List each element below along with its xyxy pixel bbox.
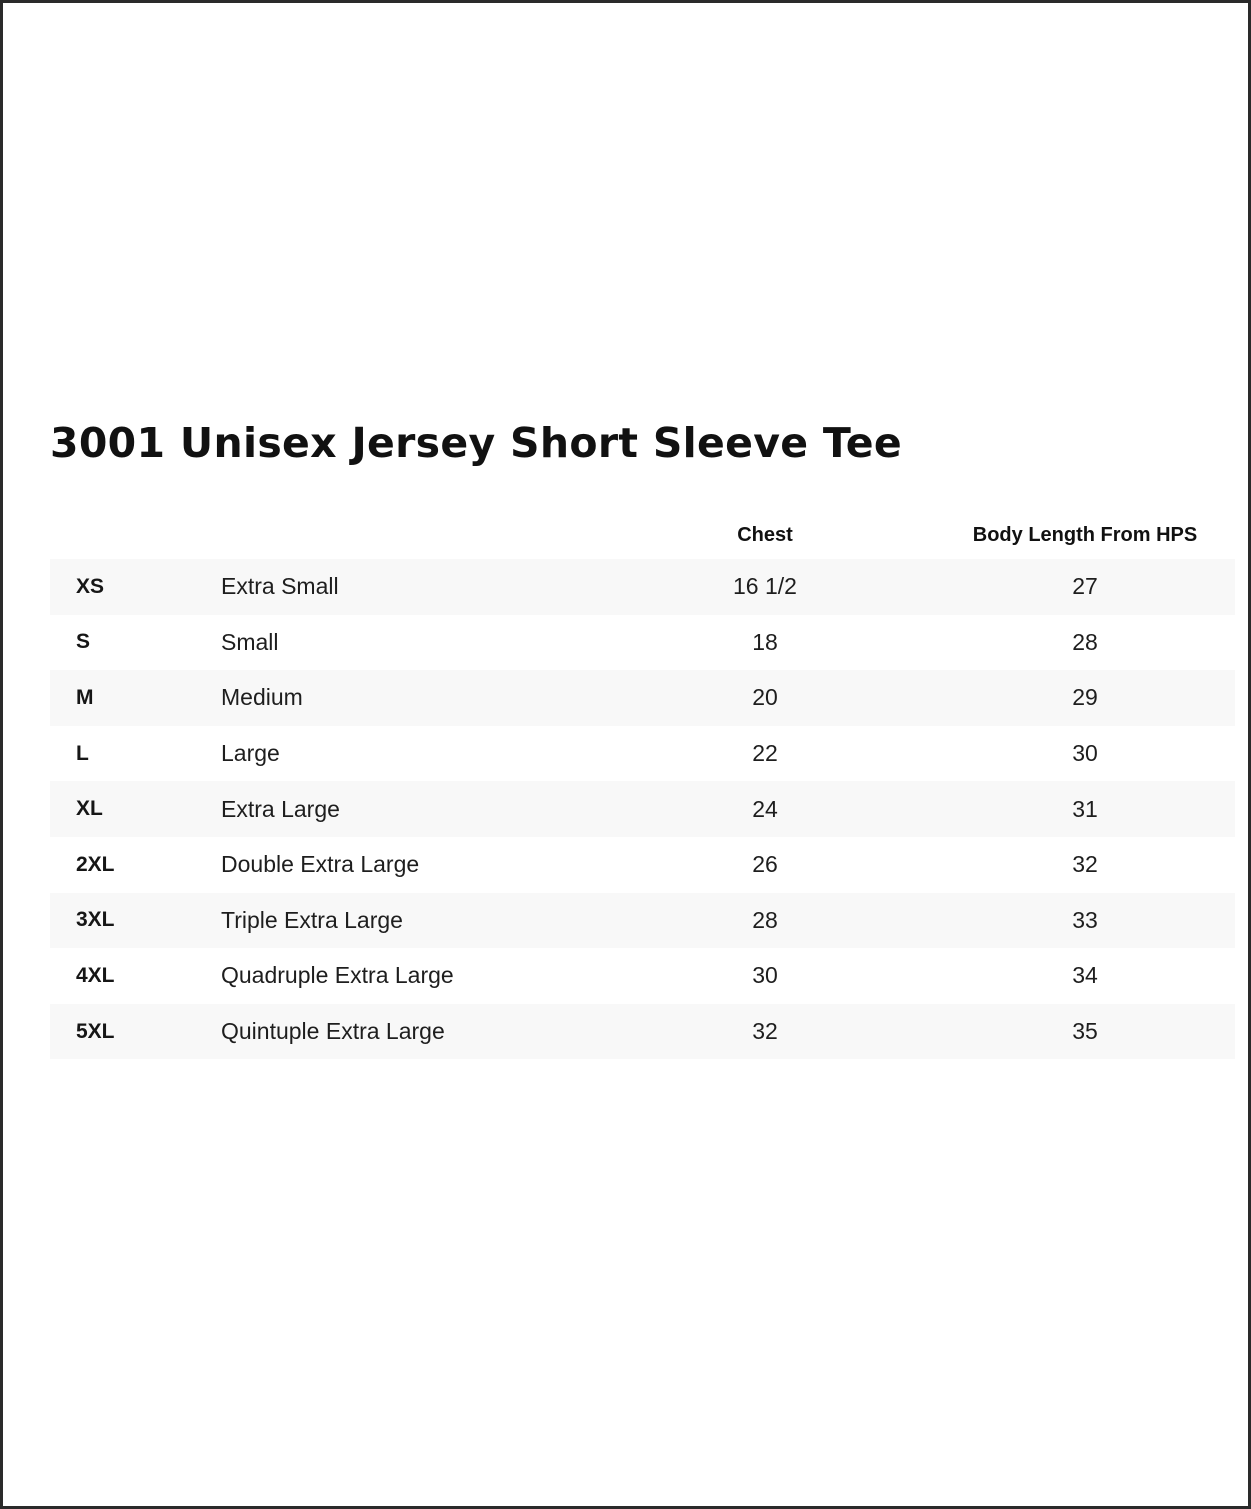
size-code: 4XL <box>76 963 115 987</box>
table-header-row <box>50 511 1235 559</box>
table-row <box>50 893 1235 949</box>
size-name: Triple Extra Large <box>221 906 403 933</box>
chest-value: 26 <box>752 851 778 878</box>
body-length-value: 28 <box>1072 628 1098 655</box>
body-length-value: 33 <box>1072 906 1098 933</box>
size-code: M <box>76 685 94 709</box>
size-code: XS <box>76 574 105 598</box>
table-row <box>50 837 1235 893</box>
table-row <box>50 781 1235 837</box>
body-length-value: 32 <box>1072 851 1098 878</box>
chest-value: 16 1/2 <box>733 573 797 600</box>
size-code: 3XL <box>76 908 115 932</box>
size-name: Quintuple Extra Large <box>221 1018 445 1045</box>
chest-value: 20 <box>752 684 778 711</box>
size-code: 2XL <box>76 852 115 876</box>
body-length-value: 35 <box>1072 1018 1098 1045</box>
chest-value: 28 <box>752 906 778 933</box>
size-code: 5XL <box>76 1019 115 1043</box>
size-code: XL <box>76 797 103 821</box>
body-length-value: 27 <box>1072 573 1098 600</box>
table-row <box>50 615 1235 671</box>
body-length-value: 31 <box>1072 795 1098 822</box>
size-name: Quadruple Extra Large <box>221 962 454 989</box>
body-length-value: 29 <box>1072 684 1098 711</box>
header-body-length: Body Length From HPS <box>972 523 1198 546</box>
chest-value: 22 <box>752 740 778 767</box>
table-row <box>50 559 1235 615</box>
chest-value: 30 <box>752 962 778 989</box>
table-row <box>50 1004 1235 1060</box>
chest-value: 24 <box>752 795 778 822</box>
chest-value: 32 <box>752 1018 778 1045</box>
size-name: Extra Large <box>221 795 340 822</box>
body-length-value: 34 <box>1072 962 1098 989</box>
chest-value: 18 <box>752 628 778 655</box>
table-row <box>50 948 1235 1004</box>
size-code: S <box>76 630 91 654</box>
size-name: Extra Small <box>221 573 339 600</box>
size-name: Large <box>221 740 280 767</box>
size-code: L <box>76 741 89 765</box>
size-chart-table <box>50 511 1235 1059</box>
table-row <box>50 670 1235 726</box>
size-name: Double Extra Large <box>221 851 420 878</box>
page-title: 3001 Unisex Jersey Short Sleeve Tee <box>50 419 902 467</box>
body-length-value: 30 <box>1072 740 1098 767</box>
size-name: Medium <box>221 684 303 711</box>
size-name: Small <box>221 628 279 655</box>
header-chest: Chest <box>737 523 793 546</box>
table-row <box>50 726 1235 782</box>
